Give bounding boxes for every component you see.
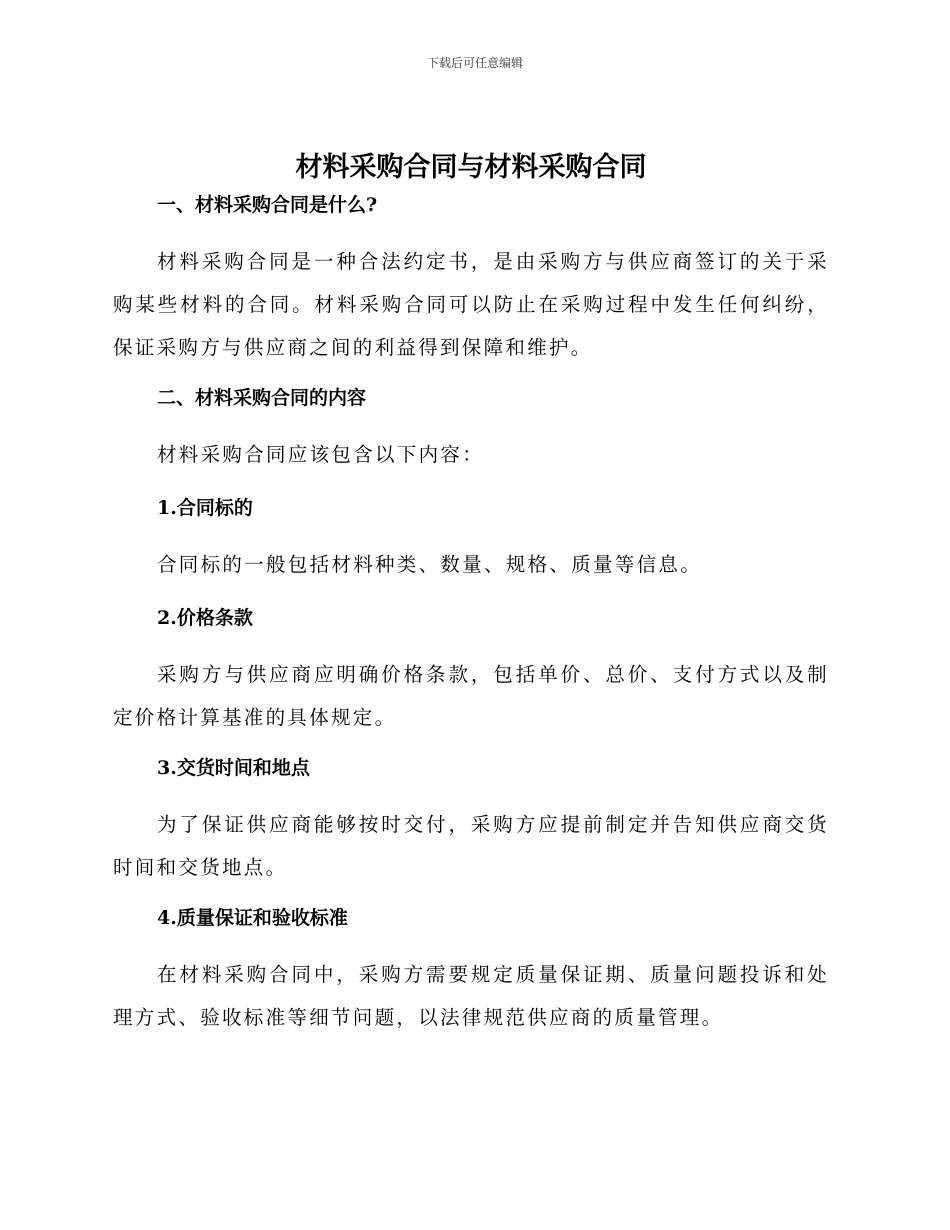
section-heading-price: 2.价格条款 [157, 607, 253, 629]
section-paragraph-what-is: 材料采购合同是一种合法约定书，是由采购方与供应商签订的关于采购某些材料的合同。材料采购合同可以防止在采购过程中发生任何纠纷，保证采购方与供应商之间的利益得到保障和维护。 [113, 250, 829, 359]
section-heading-subject: 1.合同标的 [157, 497, 253, 519]
page-header-note: 下载后可任意编辑 [426, 56, 523, 70]
section-heading-contents: 二、材料采购合同的内容 [157, 387, 367, 409]
section-paragraph-quality: 在材料采购合同中，采购方需要规定质量保证期、质量问题投诉和处理方式、验收标准等细节问题，以法律规范供应商的质量管理。 [113, 963, 829, 1029]
section-heading-what-is: 一、材料采购合同是什么? [157, 194, 378, 216]
section-paragraph-delivery: 为了保证供应商能够按时交付，采购方应提前制定并告知供应商交货时间和交货地点。 [113, 813, 829, 879]
document-title: 材料采购合同与材料采购合同 [295, 152, 647, 183]
section-heading-delivery: 3.交货时间和地点 [157, 757, 310, 779]
section-paragraph-subject: 合同标的一般包括材料种类、数量、规格、质量等信息。 [157, 553, 703, 576]
document-body [113, 148, 829, 1053]
section-paragraph-price: 采购方与供应商应明确价格条款，包括单价、总价、支付方式以及制定价格计算基准的具体规定。 [113, 663, 829, 729]
section-heading-quality: 4.质量保证和验收标准 [157, 907, 348, 929]
section-paragraph-contents: 材料采购合同应该包含以下内容： [157, 443, 485, 466]
